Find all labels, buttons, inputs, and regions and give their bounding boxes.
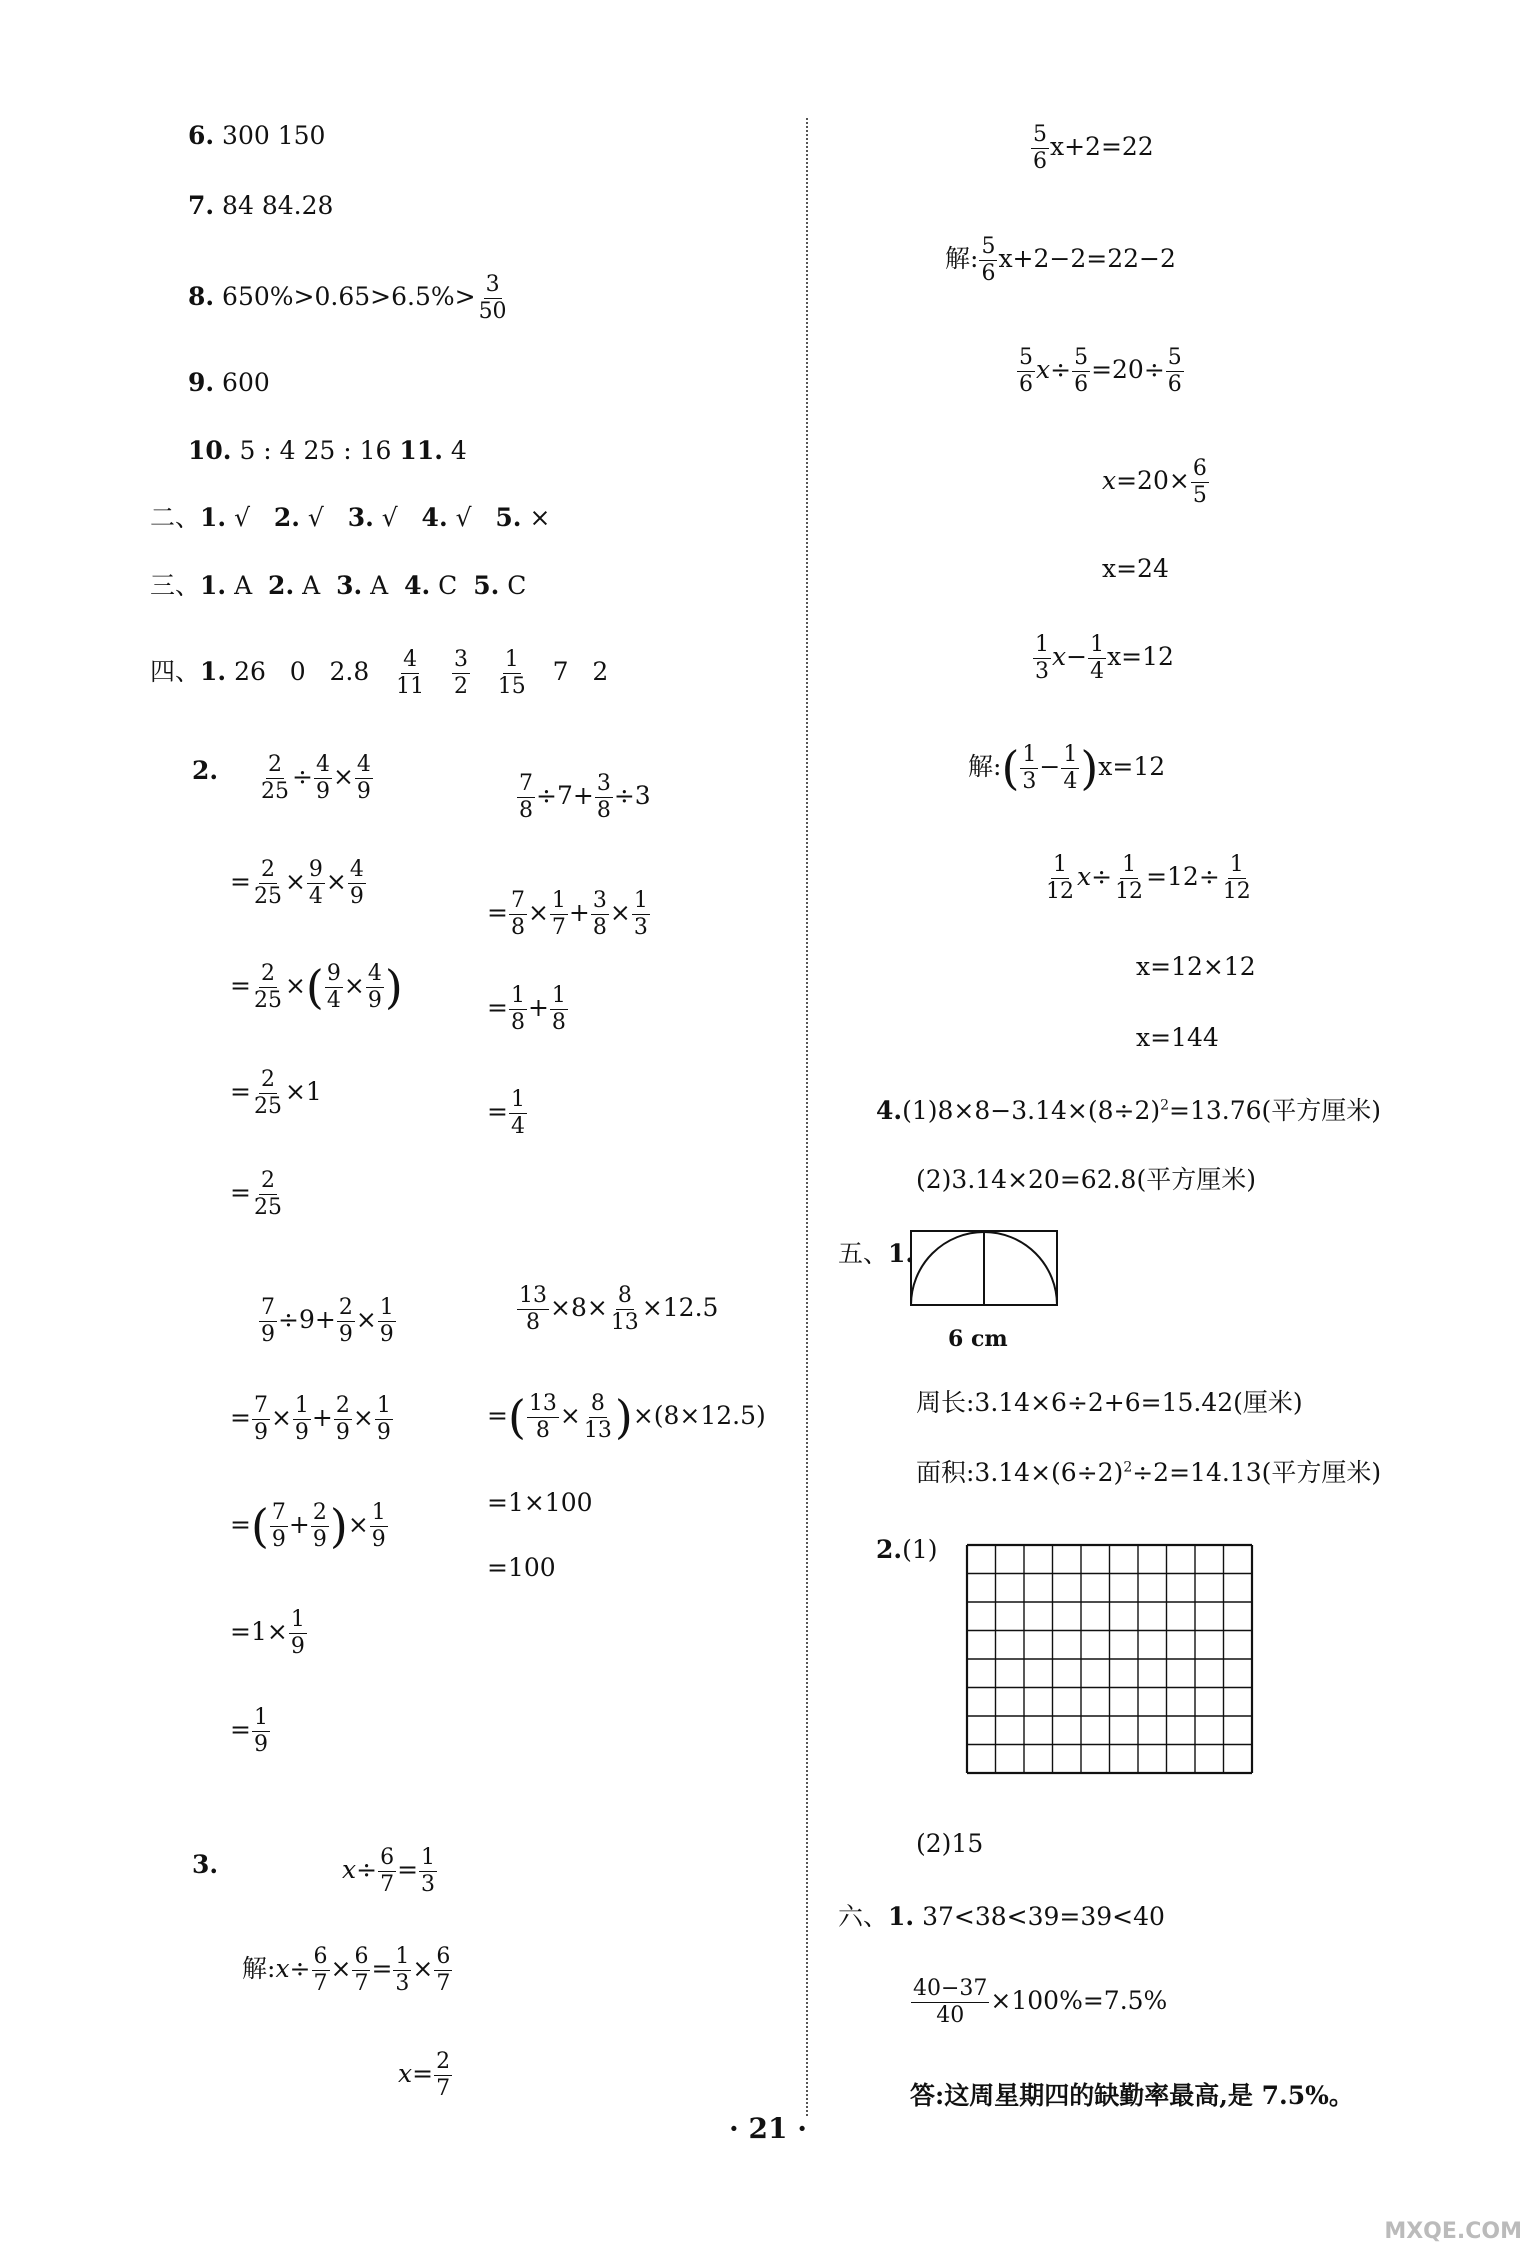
calcC-line3: =( $\frac{7}{9}$ + $\frac{2}{9}$ )× $\frac{1}{9}$ [230, 1498, 386, 1553]
calcB-line4: = $\frac{1}{4}$ [487, 1087, 525, 1139]
section-6-answer: 答:这周星期四的缺勤率最高,是 7.5%。 [910, 2081, 1354, 2110]
calcB-line3: = $\frac{1}{8}$ + $\frac{1}{8}$ [487, 983, 566, 1035]
section-2-line: 二、1. √ 2. √ 3. √ 4. √ 5. × [150, 503, 551, 532]
q4-line1: $4.(1)8\times 8-3.14\times(8\div 2)^2=13.76$(平方厘米) [876, 1096, 1382, 1125]
section-3-line: 三、1. A 2. A 3. A 4. C 5. C [150, 571, 527, 600]
section-6-line1: 六、1. 37<38<39=39<40 [838, 1902, 1165, 1931]
eqC-line4: x=12×12 [1136, 952, 1256, 981]
calcD-line3: =1×100 [487, 1488, 593, 1517]
column-divider [806, 118, 808, 2116]
calcA-line1: $\frac{2}{25}$ ÷ $\frac{4}{9}$ × $\frac{4}{9}$ [261, 752, 371, 804]
q4-line2: (2)3.14×20=62.8(平方厘米) [916, 1165, 1256, 1194]
q8-line: 8. 650%>0.65>6.5%> $\frac{3}{50}$ [188, 272, 507, 324]
q3-number: 3. [192, 1850, 219, 1879]
q7-line: 7. 84 84.28 [188, 191, 334, 220]
eqA-line1: x÷ $\frac{6}{7}$ = $\frac{1}{3}$ [342, 1845, 436, 1897]
calcC-line5: = $\frac{1}{9}$ [230, 1705, 268, 1757]
calcC-line4: =1× $\frac{1}{9}$ [230, 1607, 305, 1659]
calcD-line4: =100 [487, 1553, 556, 1582]
eqB-line2: 解: $\frac{5}{6}$ x+2−2=22−2 [945, 234, 1176, 286]
watermark: MXQE.COM [1384, 2219, 1522, 2244]
perimeter-line: 周长:3.14×6÷2+6=15.42(厘米) [916, 1388, 1303, 1417]
q8-fraction: $\frac{3}{50}$ [478, 272, 507, 324]
section-5-q1-label: 五、1. [838, 1239, 915, 1268]
eqC-line3: $\frac{1}{12}$ x÷ $\frac{1}{12}$ =12÷ $\frac{1}{12}$ [1046, 852, 1251, 904]
eqA-line3: x= $\frac{2}{7}$ [398, 2049, 451, 2101]
eqB-line5: x=24 [1102, 554, 1169, 583]
calcA-line5: = $\frac{2}{25}$ [230, 1168, 282, 1220]
calcA-line3: = $\frac{2}{25}$ ×( $\frac{9}{4}$ × $\frac{4}{9}$ ) [230, 959, 403, 1014]
calcC-line2: = $\frac{7}{9}$ × $\frac{1}{9}$ + $\frac{2}{9}$ × $\frac{1}{9}$ [230, 1393, 391, 1445]
eqC-line5: x=144 [1136, 1023, 1219, 1052]
calcD-line1: $\frac{13}{8}$ ×8× $\frac{8}{13}$ ×12.5 [519, 1283, 719, 1335]
calcB-line1: $\frac{7}{8}$ ÷7+ $\frac{3}{8}$ ÷3 [519, 771, 651, 823]
calcA-line4: = $\frac{2}{25}$ ×1 [230, 1067, 322, 1119]
section-4-q1-line: 四、1. 26 0 2.8 $\frac{4}{11}$ $\frac{3}{2}$ $\frac{1}{15}$ 7 2 [150, 647, 609, 699]
eqC-line1: $\frac{1}{3}$ x− $\frac{1}{4}$ x=12 [1035, 632, 1174, 684]
eqB-line1: $\frac{5}{6}$ x+2=22 [1033, 122, 1154, 174]
q9-line: 9. 600 [188, 368, 270, 397]
s5-q2-label: 2.(1) [876, 1535, 938, 1564]
square-grid [966, 1544, 1254, 1780]
page-number: · 21 · [729, 2112, 807, 2145]
semicircle-figure [910, 1230, 1060, 1310]
s5-q2-part2: (2)15 [916, 1829, 984, 1858]
eqA-line2: 解:x÷ $\frac{6}{7}$ × $\frac{6}{7}$ = $\frac{1}{3}$ × $\frac{6}{7}$ [242, 1944, 451, 1996]
calcB-line2: = $\frac{7}{8}$ × $\frac{1}{7}$ + $\frac{3}{8}$ × $\frac{1}{3}$ [487, 888, 648, 940]
calcC-line1: $\frac{7}{9}$ ÷9+ $\frac{2}{9}$ × $\frac{1}{9}$ [261, 1295, 394, 1347]
eqC-line2: 解:( $\frac{1}{3}$ − $\frac{1}{4}$ )x=12 [968, 740, 1166, 795]
area-line: 面积$:3.14\times(6\div 2)^2\div 2=14.13$(平方厘米) [916, 1458, 1382, 1487]
calcD-line2: =( $\frac{13}{8}$ × $\frac{8}{13}$ )×(8×12.5) [487, 1389, 766, 1444]
q2-number: 2. [192, 756, 219, 785]
section-6-line2: $\frac{40-37}{40}$ ×100%=7.5% [913, 1976, 1168, 2028]
calcA-line2: = $\frac{2}{25}$ × $\frac{9}{4}$ × $\frac{4}{9}$ [230, 857, 364, 909]
figure-label: 6 cm [948, 1326, 1008, 1352]
q6-line: 6. 300 150 [188, 121, 326, 150]
eqB-line4: x=20× $\frac{6}{5}$ [1102, 456, 1207, 508]
q10-line: 10. 5 : 4 25 : 16 11. 4 [188, 436, 467, 465]
eqB-line3: $\frac{5}{6}$ x÷ $\frac{5}{6}$ =20÷ $\frac{5}{6}$ [1019, 345, 1182, 397]
